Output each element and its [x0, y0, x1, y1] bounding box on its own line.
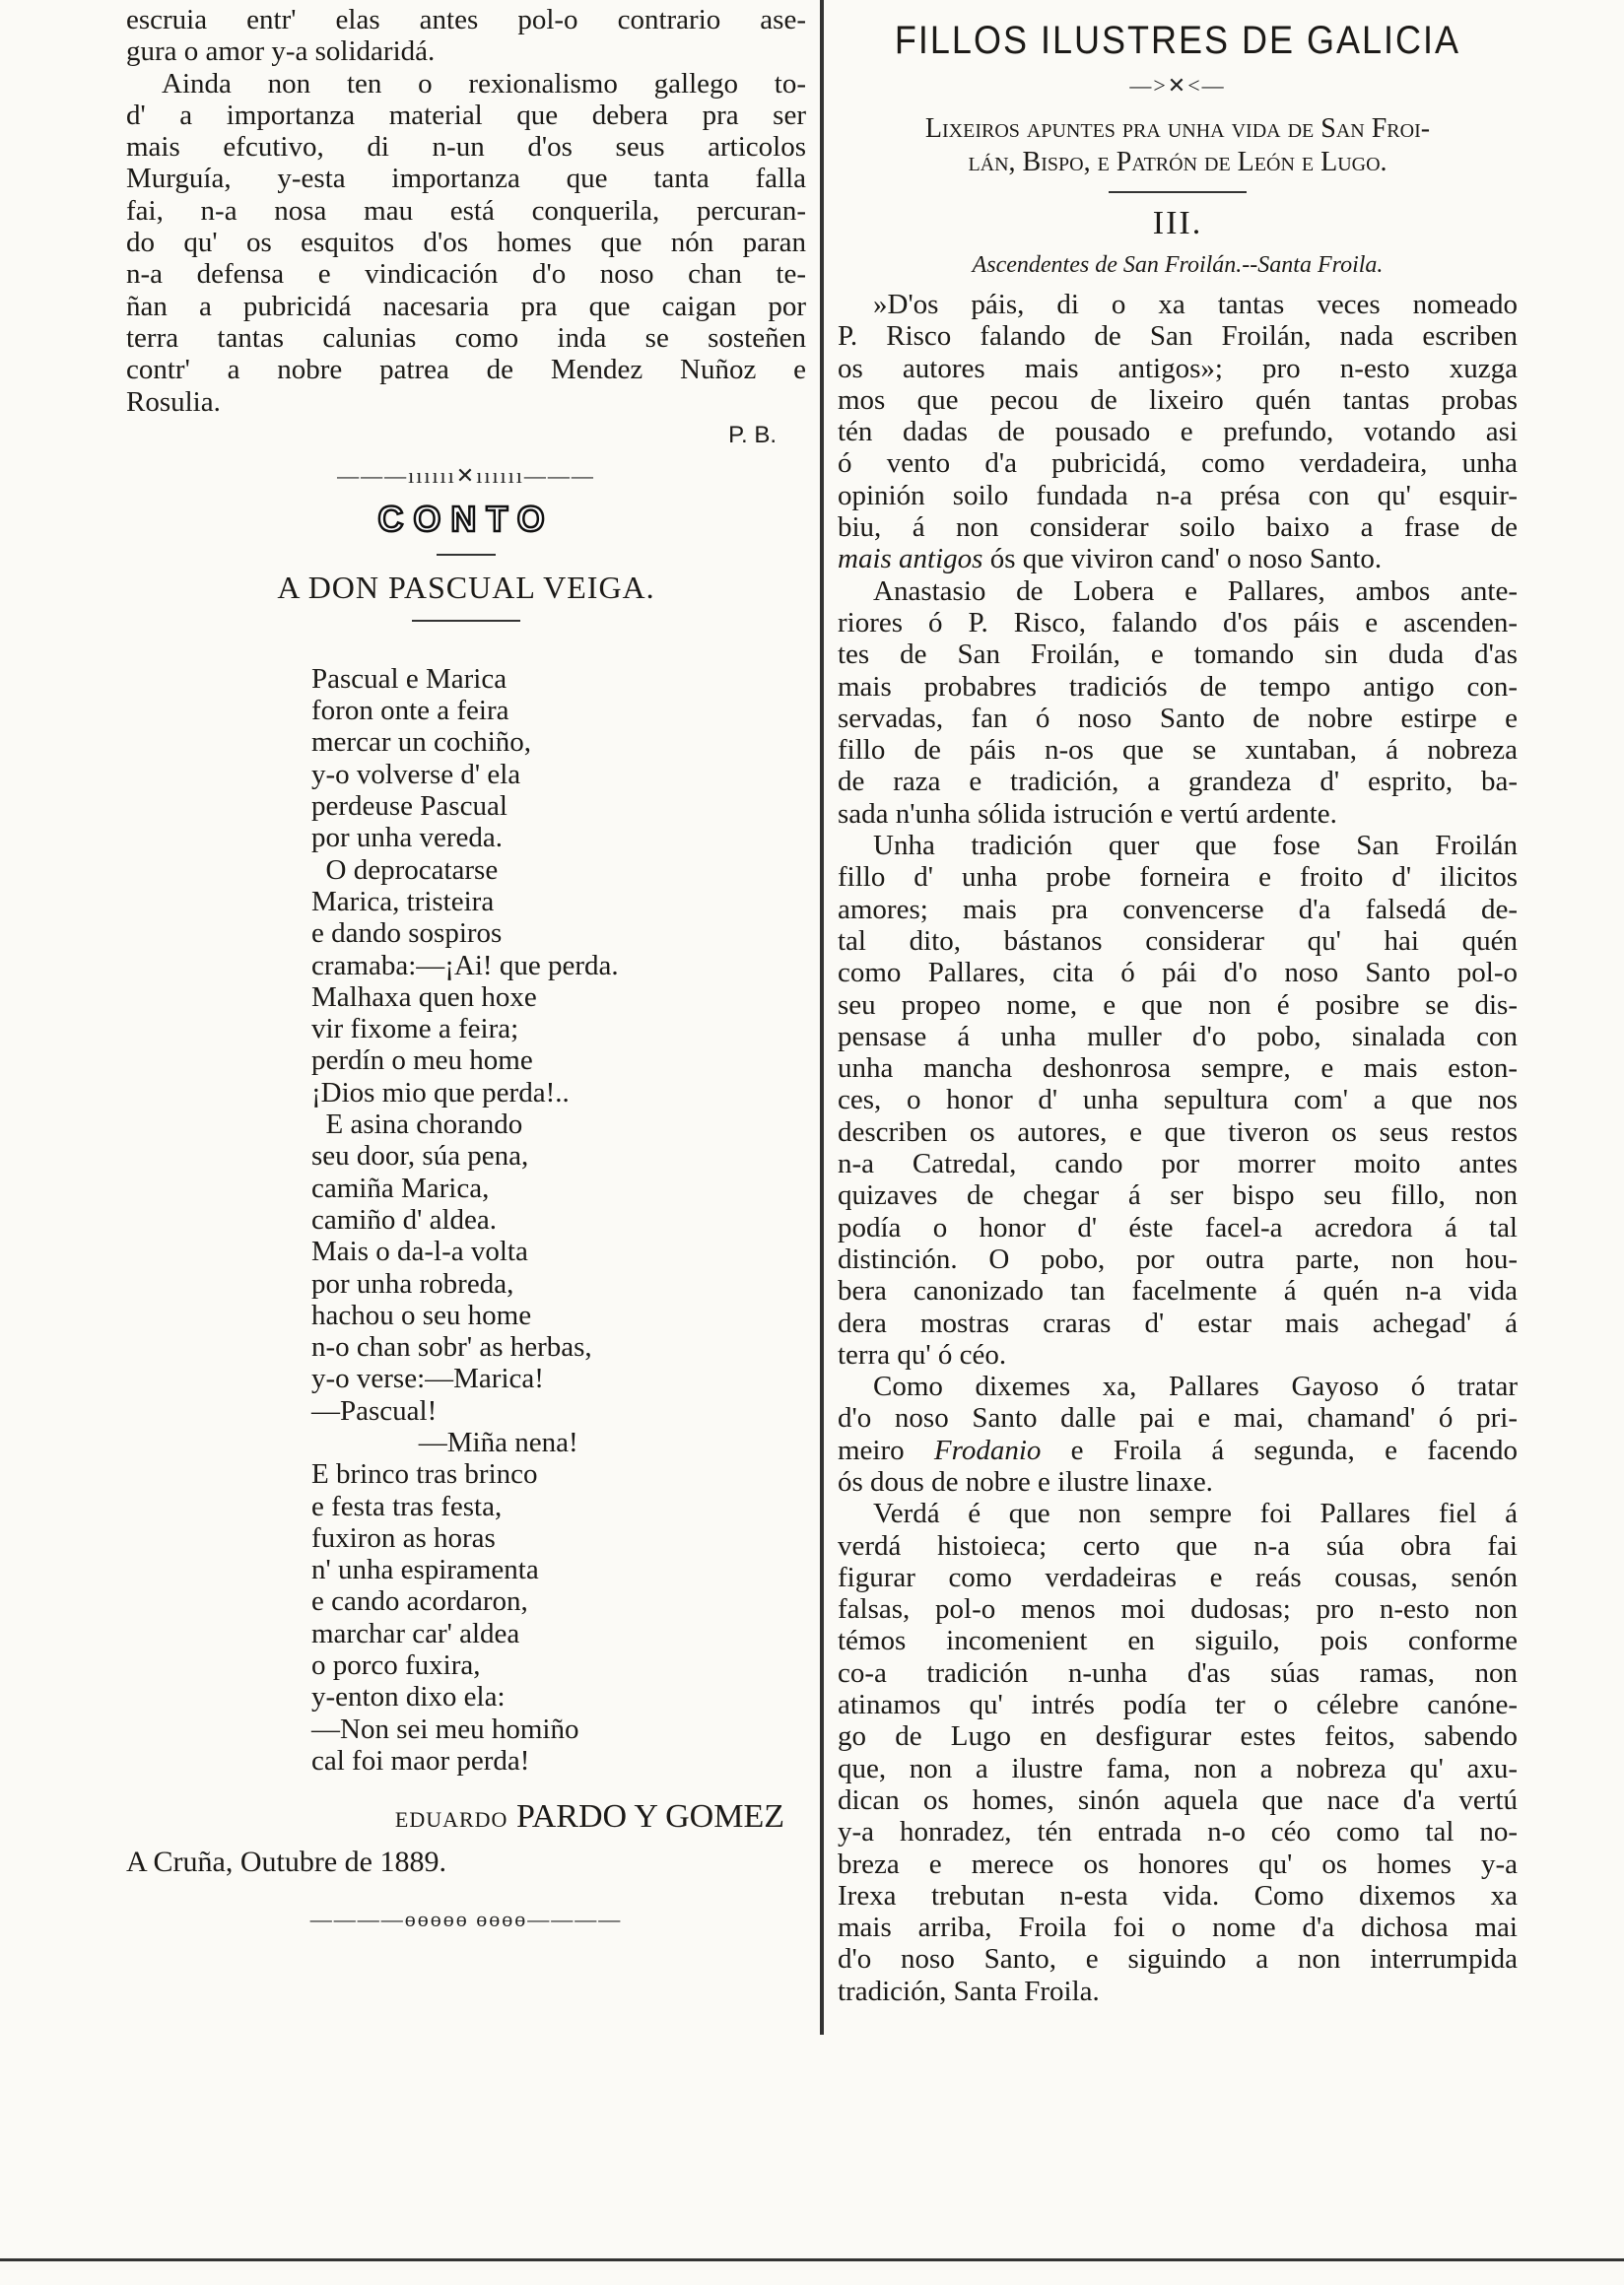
text-line: biu, á non considerar soilo baixo a frase de — [838, 511, 1518, 544]
text-line: mos que pecou de lixeiro quén tantas probas — [838, 383, 1518, 416]
poem-line: perdín o meu home — [311, 1044, 533, 1077]
poem — [311, 663, 806, 1777]
text-line: tradición, Santa Froila. — [838, 1975, 1100, 2007]
text-line: fillo de páis n-os que se xuntaban, á nobreza — [838, 734, 1518, 767]
left-column — [126, 0, 806, 1932]
text-line: do qu' os esquitos d'os homes que nón paran — [126, 227, 806, 259]
poem-line: E asina chorando — [311, 1109, 523, 1141]
text-line: gura o amor y-a solidaridá. — [126, 35, 436, 68]
poem-line: y-o volverse d' ela — [311, 758, 521, 790]
regionalism-paragraph — [126, 68, 806, 418]
poem-line: o porco fuxira, — [311, 1649, 481, 1682]
text-line: ñan a pubricidá nacesaria pra que caigan por — [126, 290, 806, 322]
text-line: Verdá é que non sempre foi Pallares fiel á — [873, 1498, 1518, 1530]
text-line: ó vento d'a pubricidá, como verdadeira, unha — [838, 447, 1518, 480]
poem-line: camiña Marica, — [311, 1172, 490, 1204]
poem-line: n-o chan sobr' as herbas, — [311, 1331, 592, 1364]
text-line: contr' a nobre patrea de Mendez Nuñoz e — [126, 354, 806, 386]
poem-line: y-o verse:—Marica! — [311, 1363, 544, 1395]
text-line: falsas, pol-o menos moi dudosas; pro n-esto non — [838, 1593, 1518, 1626]
italic-phrase: mais antigos — [838, 543, 983, 575]
short-rule — [412, 620, 520, 622]
poem-signature — [126, 1798, 806, 1836]
text-line: breza e merece os honores qu' os homes y-a — [838, 1848, 1518, 1880]
text-line: terra tantas calunias como inda se sosteñen — [126, 321, 806, 354]
text-line: verdá histoieca; certo que n-a súa obra fai — [838, 1529, 1518, 1562]
text-line: como Pallares, cita ó pái d'o noso Santo pol-o — [838, 957, 1518, 989]
chapter-number: III. — [1152, 205, 1203, 241]
text-line: podía o honor d' éste facel-a acredora á tal — [838, 1211, 1518, 1243]
paragraph — [838, 289, 1518, 575]
text-line: sada n'unha sólida istrución e vertú ardente. — [838, 797, 1337, 830]
text-line: os autores mais antigos»; pro n-esto xuzga — [838, 352, 1518, 384]
text-line: Rosulia. — [126, 385, 221, 418]
intro-paragraph — [126, 4, 806, 68]
text-line: de raza e tradición, a grandeza d' esprito, ba- — [838, 766, 1518, 798]
text-line: d'o noso Santo, e siguindo a non interrumpida — [838, 1943, 1518, 1976]
text-line: Irexa trebutan n-esta vida. Como dixemos xa — [838, 1879, 1518, 1912]
text-line: mais probabres tradiciós de tempo antigo con- — [838, 670, 1518, 703]
text-line: ces, o honor d' unha sepultura com' a que nos — [838, 1084, 1518, 1116]
paragraph — [838, 1371, 1518, 1498]
text-line: dera mostras craras d' estar mais achegad' á — [838, 1307, 1518, 1339]
text-line: Unha tradición quer que fose San Froilán — [873, 830, 1518, 862]
text-line: atinamos qu' intrés podía ter o célebre canóne- — [838, 1689, 1518, 1721]
column-divider — [820, 0, 824, 2035]
poem-line: n' unha espiramenta — [311, 1554, 539, 1586]
text-line: servadas, fan ó noso Santo de nobre estirpe e — [838, 702, 1518, 734]
poem-line: cal foi maor perda! — [311, 1744, 530, 1777]
poem-line: camiño d' aldea. — [311, 1203, 498, 1236]
short-rule — [1109, 191, 1247, 193]
poem-line: E brinco tras brinco — [311, 1458, 538, 1491]
poem-line: ¡Dios mio que perda!.. — [311, 1076, 570, 1109]
text-line: go de Lugo en desfigurar estes feitos, sabendo — [838, 1720, 1518, 1753]
text-line: distinción. O pobo, por outra parte, non hou- — [838, 1243, 1518, 1275]
poem-line: Pascual e Marica — [311, 662, 508, 695]
poem-line: por unha vereda. — [311, 822, 504, 854]
italic-phrase: Frodanio — [933, 1434, 1042, 1466]
author-first-name: EDUARDO — [394, 1807, 508, 1833]
text-line: opinión soilo fundada n-a présa con qu' esquir- — [838, 479, 1518, 511]
text-line — [838, 1435, 1518, 1466]
text-line: Anastasio de Lobera e Pallares, ambos ante- — [873, 574, 1518, 607]
text-line: mais arriba, Froila foi o nome d'a dichosa mai — [838, 1912, 1518, 1944]
text-line: d'o noso Santo dalle pai e mai, chamand' ó pri- — [838, 1402, 1518, 1435]
text-line: co-a tradición n-unha d'as súas ramas, non — [838, 1656, 1518, 1689]
right-column — [838, 0, 1518, 2007]
author-initials: P. B. — [728, 421, 777, 448]
text-line: describen os autores, e que tiveron os seus restos — [838, 1115, 1518, 1148]
poem-line: Mais o da-l-a volta — [311, 1236, 528, 1268]
text-fragment: meiro — [838, 1434, 934, 1466]
poem-line: fuxiron as horas — [311, 1521, 496, 1554]
text-line: »D'os páis, di o xa tantas veces nomeado — [873, 289, 1518, 320]
subtitle-line: lán, Bispo, e Patrón de León e Lugo. — [968, 147, 1387, 177]
text-line: quizaves de chegar á ser bispo seu fillo, non — [838, 1179, 1518, 1212]
ornament-divider: —>✕<— — [1129, 73, 1226, 98]
paragraph — [838, 830, 1518, 1371]
poem-dedication: A DON PASCUAL VEIGA. — [277, 569, 655, 605]
text-line: Ainda non ten o rexionalismo gallego to- — [162, 67, 806, 100]
poem-line: marchar car' aldea — [311, 1617, 520, 1649]
poem-line: Marica, tristeira — [311, 885, 495, 917]
text-line: témos incomenient en siguilo, pois conforme — [838, 1625, 1518, 1657]
text-line: seu propeo nome, e que non é posibre se dis- — [838, 988, 1518, 1021]
poem-line: por unha robreda, — [311, 1267, 514, 1300]
text-line: Como dixemes xa, Pallares Gayoso ó tratar — [873, 1371, 1518, 1403]
ornament-divider: ———ıııııı✕ıııııı——— — [337, 462, 595, 488]
poem-line: —Non sei meu homiño — [311, 1713, 579, 1745]
text-fragment: e Froila á segunda, e facendo — [1041, 1434, 1518, 1466]
paragraph — [838, 575, 1518, 830]
text-line — [838, 543, 1518, 574]
article-title: FILLOS ILUSTRES DE GALICIA — [894, 17, 1461, 62]
text-line: pensase á unha muller d'o pobo, sinalada con — [838, 1020, 1518, 1052]
text-line: amores; mais pra convencerse d'a falsedá de- — [838, 893, 1518, 925]
poem-line: foron onte a feira — [311, 695, 509, 727]
poem-line: perdeuse Pascual — [311, 790, 508, 823]
text-line: n-a Catredal, cando por morrer moito antes — [838, 1148, 1518, 1180]
poem-line: hachou o seu home — [311, 1299, 532, 1331]
poem-line: seu door, súa pena, — [311, 1140, 529, 1173]
poem-line: e festa tras festa, — [311, 1490, 503, 1522]
text-line: unha mancha deshonrosa sempre, e mais eston- — [838, 1052, 1518, 1085]
poem-line: y-enton dixo ela: — [311, 1681, 506, 1714]
subtitle-line: Lixeiros apuntes pra unha vida de San Froi- — [924, 113, 1431, 144]
text-line: fai, n-a nosa mau está conquerila, percuran- — [126, 194, 806, 227]
text-line: escruia entr' elas antes pol-o contrario ase- — [126, 4, 806, 35]
poem-line: e cando acordaron, — [311, 1585, 528, 1618]
article-subtitle — [838, 112, 1518, 179]
text-line: tes de San Froilán, e tomando sin duda d'as — [838, 638, 1518, 671]
text-line: figurar como verdadeiras e reás cousas, senón — [838, 1561, 1518, 1593]
poem-line: O deprocatarse — [311, 853, 499, 886]
text-line: ós dous de nobre e ilustre linaxe. — [838, 1465, 1213, 1498]
text-line: y-a honradez, tén entrada n-o céo como tal no- — [838, 1816, 1518, 1848]
text-line: n-a defensa e vindicación d'o noso chan te- — [126, 258, 806, 291]
page-bottom-rule — [0, 2258, 1624, 2261]
paragraph — [838, 1498, 1518, 2007]
ornament-divider: ————ɵɵɵɵɵ ɵɵɵɵ———— — [309, 1907, 623, 1932]
short-rule — [437, 554, 496, 556]
author-surname: PARDO Y GOMEZ — [515, 1798, 784, 1836]
poem-line: vir fixome a feira; — [311, 1013, 519, 1045]
text-line: tén dadas de pousado e prefundo, votando asi — [838, 416, 1518, 448]
poem-line: cramaba:—¡Ai! que perda. — [311, 949, 619, 981]
text-line: P. Risco falando de San Froilán, nada escriben — [838, 320, 1518, 353]
text-line: que, non a ilustre fama, non a nobreza qu' axu- — [838, 1752, 1518, 1784]
text-line: Murguía, y-esta importanza que tanta falla — [126, 163, 806, 195]
poem-line: Malhaxa quen hoxe — [311, 980, 537, 1013]
text-line: terra qu' ó céo. — [838, 1338, 1007, 1371]
text-line: mais efcutivo, di n-un d'os seus articolos — [126, 131, 806, 164]
text-line: fillo d' unha probe forneira e froito d' ilicitos — [838, 861, 1518, 894]
text-line: tal dito, bástanos considerar qu' hai quén — [838, 924, 1518, 957]
text-fragment: ós que viviron cand' o noso Santo. — [982, 543, 1383, 575]
text-line: riores ó P. Risco, falando d'os páis e ascenden- — [838, 606, 1518, 638]
text-line: dican os homes, sinón aquela que nace d'a vertú — [838, 1783, 1518, 1816]
text-line: bera canonizado tan facelmente á quén n-a vida — [838, 1275, 1518, 1308]
section-title-conto: CONTO — [377, 498, 555, 539]
poem-line: mercar un cochiño, — [311, 726, 532, 759]
poem-line: —Miña nena! — [311, 1426, 578, 1458]
poem-line: —Pascual! — [311, 1394, 438, 1427]
section-subtitle: Ascendentes de San Froilán.--Santa Froila. — [972, 252, 1384, 278]
text-line: d' a importanza material que debera pra ser — [126, 99, 806, 131]
dateline: A Cruña, Outubre de 1889. — [126, 1846, 446, 1879]
poem-line: e dando sospiros — [311, 917, 503, 950]
